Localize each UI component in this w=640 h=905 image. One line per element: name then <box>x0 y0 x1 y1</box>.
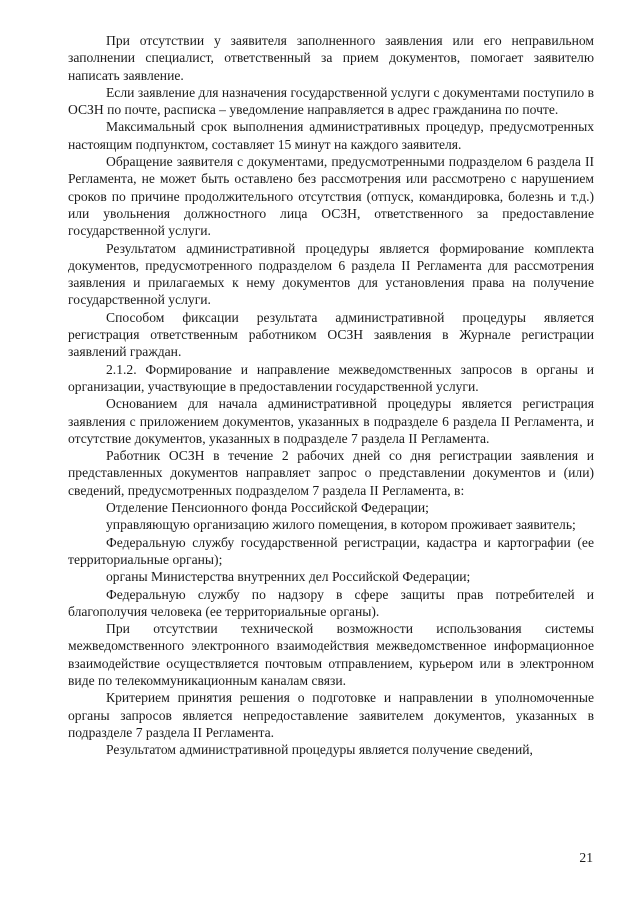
paragraph-17: Результатом административной процедуры является получение сведений, <box>106 742 533 758</box>
paragraph-15: При отсутствии технической возможности использования системы межведомственного электронного взаимодействия межведомственное информационное взаимодействие осуществляется почтовым отправлением, курьером или в электронном виде по телекоммуникационным каналам связи. <box>68 621 594 688</box>
paragraph-9: Работник ОСЗН в течение 2 рабочих дней со дня регистрации заявления и представленных документов направляет запрос о представлении документов и (или) сведений, предусмотренных подразделом 7 раздела II Регламента, в: <box>68 448 594 498</box>
document-body <box>68 32 594 758</box>
page-number: 21 <box>579 850 593 865</box>
list-item-pension-fund: Отделение Пенсионного фонда Российской Федерации; <box>106 500 429 516</box>
list-item-consumer-protection: Федеральную службу по надзору в сфере защиты прав потребителей и благополучия человека (ее территориальные органы). <box>68 586 594 619</box>
list-item-registration-service: Федеральную службу государственной регистрации, кадастра и картографии (ее территориальные органы); <box>68 534 594 567</box>
paragraph-16: Критерием принятия решения о подготовке и направлении в уполномоченные органы запросов является непредоставление заявителем документов, указанных в подразделе 7 раздела II Регламента. <box>68 690 594 740</box>
paragraph-8: Основанием для начала административной процедуры является регистрация заявления с приложением документов, указанных в подразделе 6 раздела II Регламента, и отсутствие документов, указанных в подразделе 7 раздела II Регламента. <box>68 396 594 446</box>
paragraph-3: Максимальный срок выполнения административных процедур, предусмотренных настоящим подпунктом, составляет 15 минут на каждого заявителя. <box>68 119 594 152</box>
section-heading-2-1-2: 2.1.2. Формирование и направление межведомственных запросов в органы и организации, участвующие в предоставлении государственной услуги. <box>68 361 594 394</box>
paragraph-2: Если заявление для назначения государственной услуги с документами поступило в ОСЗН по почте, расписка – уведомление направляется в адрес гражданина по почте. <box>68 84 594 118</box>
list-item-interior-ministry: органы Министерства внутренних дел Российской Федерации; <box>106 569 471 585</box>
paragraph-4: Обращение заявителя с документами, предусмотренными подразделом 6 раздела II Регламента, не может быть оставлено без рассмотрения или рассмотрено с нарушением сроков по причине продолжительного отсутствия (отпуск, командировка, болезнь и т.д.) или увольнения должностного лица ОСЗН, ответственного за предоставление государственной услуги. <box>68 154 594 239</box>
paragraph-6: Способом фиксации результата административной процедуры является регистрация ответственным работником ОСЗН заявления в Журнале регистрации заявлений граждан. <box>68 309 594 360</box>
paragraph-1: При отсутствии у заявителя заполненного заявления или его неправильном заполнении специалист, ответственный за прием документов, помогает заявителю написать заявление. <box>68 33 594 83</box>
paragraph-5: Результатом административной процедуры является формирование комплекта документов, предусмотренного подразделом 6 раздела II Регламента для рассмотрения заявления и прилагаемых к нему документов для установления права на получение государственной услуги. <box>68 240 594 308</box>
list-item-management-org: управляющую организацию жилого помещения, в котором проживает заявитель; <box>106 517 576 533</box>
